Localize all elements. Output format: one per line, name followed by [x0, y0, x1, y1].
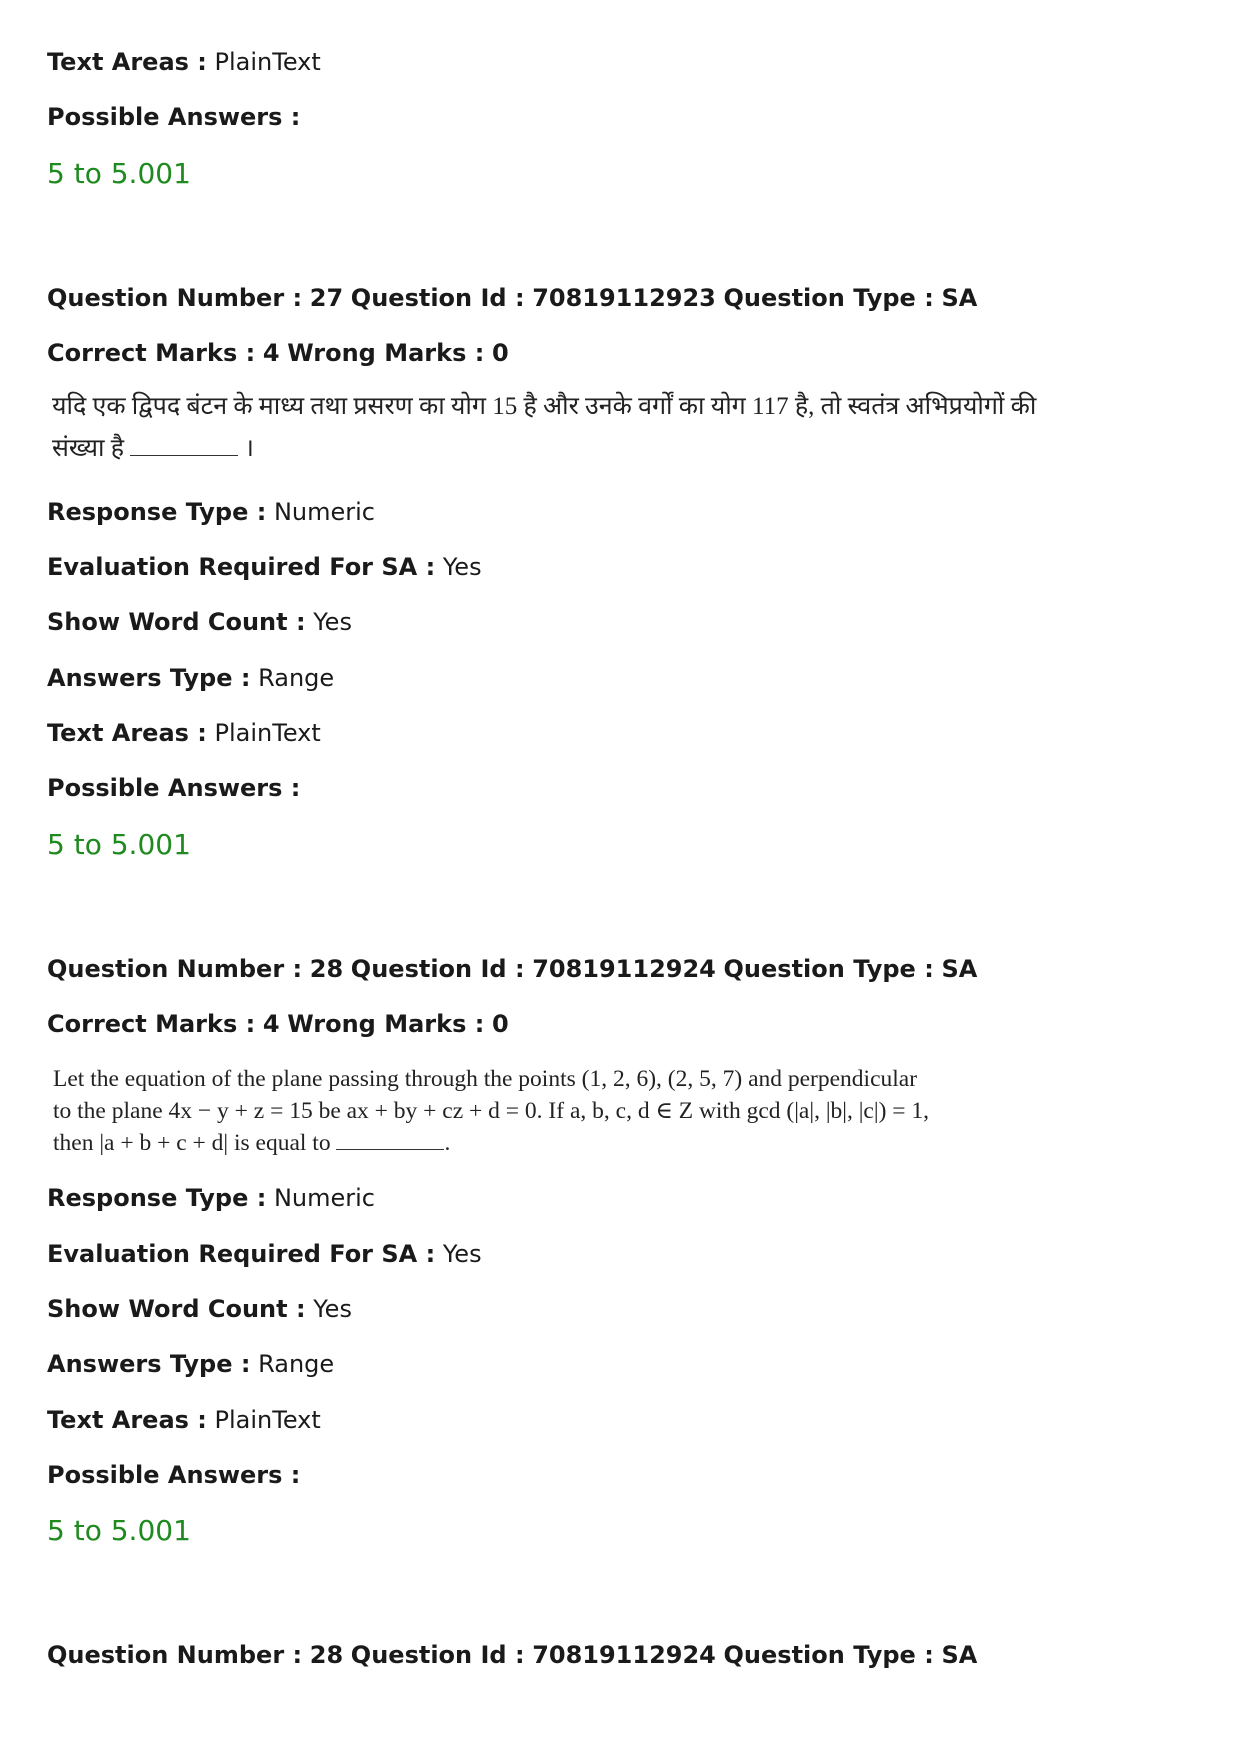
- question-text-line: [52, 428, 1036, 470]
- wrong-marks-value: 0: [491, 339, 509, 367]
- marks-row: [47, 1009, 509, 1039]
- response-type-row: [47, 497, 375, 527]
- show-word-count-row: [47, 1294, 352, 1324]
- question-type-value: SA: [941, 284, 978, 312]
- show-word-count-label: Show Word Count :: [47, 608, 306, 636]
- question-number-value: 27: [309, 284, 344, 312]
- question-number-value: 28: [309, 955, 344, 983]
- possible-answer-value: 5 to 5.001: [47, 828, 191, 861]
- question-id-value: 70819112924: [532, 1641, 716, 1669]
- question-number-label: Question Number :: [47, 955, 303, 983]
- evaluation-required-value: Yes: [442, 553, 482, 581]
- question-text: [53, 1063, 929, 1159]
- answer-blank: [336, 1149, 444, 1150]
- response-type-row: [47, 1183, 375, 1213]
- answers-type-value: Range: [258, 664, 335, 692]
- question-number-label: Question Number :: [47, 284, 303, 312]
- evaluation-required-row: [47, 552, 482, 582]
- wrong-marks-value: 0: [491, 1010, 509, 1038]
- question-header: [47, 954, 977, 984]
- possible-answers-heading: [47, 773, 300, 803]
- question-text-line: Let the equation of the plane passing through the points (1, 2, 6), (2, 5, 7) and perpendicular: [53, 1066, 918, 1092]
- possible-answer-value: 5 to 5.001: [47, 157, 191, 190]
- question-text: [52, 386, 1036, 470]
- answers-type-value: Range: [258, 1350, 335, 1378]
- text-areas-label: Text Areas :: [47, 719, 207, 747]
- evaluation-required-row: [47, 1239, 482, 1269]
- response-type-value: Numeric: [273, 498, 375, 526]
- text-areas-row: [47, 718, 321, 748]
- show-word-count-label: Show Word Count :: [47, 1295, 306, 1323]
- possible-answers-heading: [47, 102, 300, 132]
- answers-type-row: [47, 1349, 334, 1379]
- correct-marks-label: Correct Marks :: [47, 1010, 256, 1038]
- wrong-marks-label: Wrong Marks :: [287, 339, 485, 367]
- text-areas-row: [47, 1405, 321, 1435]
- possible-answers-heading: [47, 1460, 300, 1490]
- question-text-fragment: then |a + b + c + d| is equal to: [53, 1130, 331, 1156]
- show-word-count-row: [47, 607, 352, 637]
- evaluation-required-label: Evaluation Required For SA :: [47, 1240, 436, 1268]
- question-id-value: 70819112924: [532, 955, 716, 983]
- answer-blank: [130, 455, 238, 456]
- question-type-label: Question Type :: [723, 955, 934, 983]
- question-text-fragment: ।: [244, 435, 255, 462]
- question-text-fragment: संख्या है: [52, 435, 125, 462]
- question-id-label: Question Id :: [350, 284, 525, 312]
- marks-row: [47, 338, 509, 368]
- possible-answer-value: 5 to 5.001: [47, 1514, 191, 1547]
- response-type-value: Numeric: [273, 1184, 375, 1212]
- text-areas-value: PlainText: [214, 719, 321, 747]
- show-word-count-value: Yes: [313, 608, 352, 636]
- wrong-marks-label: Wrong Marks :: [287, 1010, 485, 1038]
- text-areas-row: [47, 47, 321, 77]
- question-type-value: SA: [941, 955, 978, 983]
- possible-answers-label: Possible Answers :: [47, 1461, 301, 1489]
- show-word-count-value: Yes: [313, 1295, 352, 1323]
- evaluation-required-label: Evaluation Required For SA :: [47, 553, 436, 581]
- answers-type-label: Answers Type :: [47, 1350, 251, 1378]
- correct-marks-value: 4: [262, 1010, 280, 1038]
- evaluation-required-value: Yes: [442, 1240, 482, 1268]
- question-text-fragment: .: [444, 1130, 451, 1156]
- correct-marks-label: Correct Marks :: [47, 339, 256, 367]
- text-areas-label: Text Areas :: [47, 1406, 207, 1434]
- question-id-label: Question Id :: [350, 955, 525, 983]
- response-type-label: Response Type :: [47, 1184, 267, 1212]
- text-areas-value: PlainText: [214, 1406, 321, 1434]
- answers-type-label: Answers Type :: [47, 664, 251, 692]
- question-header: [47, 1640, 977, 1670]
- question-text-line: [53, 1127, 929, 1159]
- text-areas-value: PlainText: [214, 48, 321, 76]
- possible-answers-label: Possible Answers :: [47, 774, 301, 802]
- question-header: [47, 283, 977, 313]
- question-id-value: 70819112923: [532, 284, 716, 312]
- correct-marks-value: 4: [262, 339, 280, 367]
- possible-answers-label: Possible Answers :: [47, 103, 301, 131]
- question-text-line: यदि एक द्विपद बंटन के माध्य तथा प्रसरण का योग 15 है और उनके वर्गों का योग 117 है, तो स्वतंत्र अभिप्रयोगों की: [52, 393, 1037, 420]
- question-type-label: Question Type :: [723, 1641, 934, 1669]
- question-type-label: Question Type :: [723, 284, 934, 312]
- answers-type-row: [47, 663, 334, 693]
- question-number-value: 28: [309, 1641, 344, 1669]
- question-number-label: Question Number :: [47, 1641, 303, 1669]
- response-type-label: Response Type :: [47, 498, 267, 526]
- question-type-value: SA: [941, 1641, 978, 1669]
- question-id-label: Question Id :: [350, 1641, 525, 1669]
- question-text-line: to the plane 4x − y + z = 15 be ax + by + cz + d = 0. If a, b, c, d ∈ Z with gcd (|a|, |b|, |c|) = 1,: [53, 1098, 930, 1124]
- text-areas-label: Text Areas :: [47, 48, 207, 76]
